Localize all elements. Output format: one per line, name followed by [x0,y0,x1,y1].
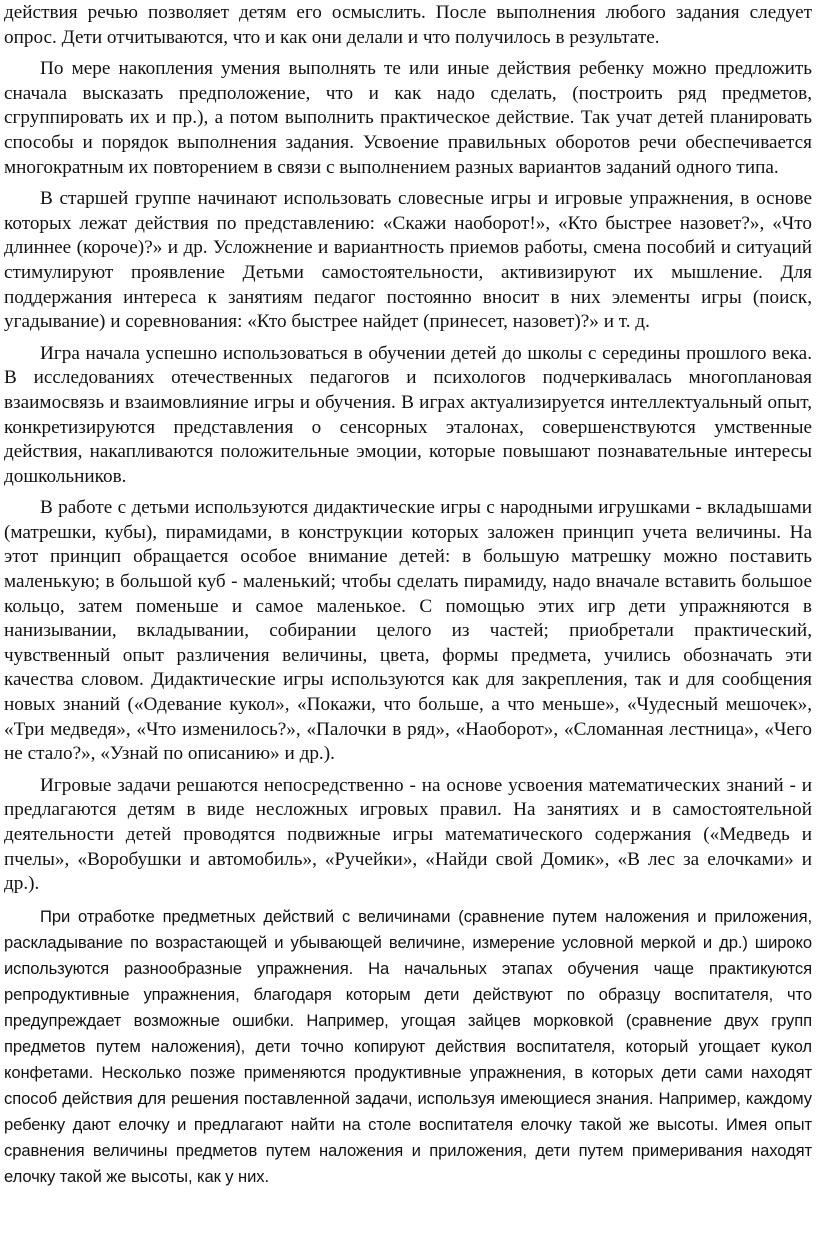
paragraph-didactic-games: В работе с детьми используются дидактические игры с народными игрушками - вкладышами (матрешки, кубы), пирамидами, в конструкции которых заложен принцип учета величины. На этот принцип обращается особое внимание детей: в большую матрешку можно поставить маленькую; в большой куб - маленький; чтобы сделать пирамиду, надо вначале вставить большое кольцо, затем поменьше и самое маленькое. С помощью этих игр дети упражняются в нанизывании, вкладывании, собирании целого из частей; приобретали практический, чувственный опыт различения величины, цвета, формы предмета, учились обозначать эти качества словом. Дидактические игры используются как для закрепления, так и для сообщения новых знаний («Одевание кукол», «Покажи, что больше, а что меньше», «Чудесный мешочек», «Три медведя», «Что изменилось?», «Палочки в ряд», «Наоборот», «Сломанная лестница», «Чего не стало?», «Узнай по описанию» и др.). [4,497,812,765]
paragraph-game-tasks: Игровые задачи решаются непосредственно - на основе усвоения математических знаний - и предлагаются детям в виде несложных игровых правил. На занятиях и в самостоятельной деятельности детей проводятся подвижные игры математического содержания («Медведь и пчелы», «Воробушки и автомобиль», «Ручейки», «Найди свой Домик», «В лес за елочками» и др.). [4,774,812,895]
serif-text-block [0,1,816,897]
paragraph-planning: По мере накопления умения выполнять те или иные действия ребенку можно предложить сначала высказать предположение, что и как надо сделать, (построить ряд предметов, сгруппировать их и пр.), а потом выполнить практическое действие. Так учат детей планировать способы и порядок выполнения задания. Усвоение правильных оборотов речи обеспечивается многократным их повторением в связи с выполнением разных вариантов заданий одного типа. [4,58,812,178]
paragraph-continuation: действия речью позволяет детям его осмыслить. После выполнения любого задания следует опрос. Дети отчитываются, что и как они делали и что получилось в результате. [4,2,812,48]
paragraph-senior-group: В старшей группе начинают использовать словесные игры и игровые упражнения, в основе которых лежат действия по представлению: «Скажи наоборот!», «Кто быстрее назовет?», «Что длиннее (короче)?» и др. Усложнение и вариантность приемов работы, смена пособий и ситуаций стимулируют проявление Детьми самостоятельности, активизируют их мышление. Для поддержания интереса к занятиям педагог постоянно вносит в них элементы игры (поиск, угадывание) и соревнования: «Кто быстрее найдет (принесет, назовет)?» и т. д. [4,188,812,333]
paragraph-game-history: Игра начала успешно использоваться в обучении детей до школы с середины прошлого века. В исследованиях отечественных педагогов и психологов подчеркивалась многоплановая взаимосвязь и взаимовлияние игры и обучения. В играх актуализируется интеллектуальный опыт, конкретизируются представления о сенсорных эталонах, совершенствуются умственные действия, накапливаются положительные эмоции, которые повышают познавательные интересы дошкольников. [4,342,812,487]
paragraph-exercises: При отработке предметных действий с величинами (сравнение путем наложения и приложения, раскладывание по возрастающей и убывающей величине, измерение условной меркой и др.) широко используются разнообразные упражнения. На начальных этапах обучения чаще практикуются репродуктивные упражнения, благодаря которым дети действуют по образцу воспитателя, что предупреждает возможные ошибки. Например, угощая зайцев морковкой (сравнение двух групп предметов путем наложения), дети точно копируют действия воспитателя, который угощает кукол конфетами. Несколько позже применяются продуктивные упражнения, в которых дети сами находят способ действия для решения поставленной задачи, используя имеющиеся знания. Например, каждому ребенку дают елочку и предлагают найти на столе воспитателя елочку такой же высоты. Имея опыт сравнения величины предметов путем наложения и приложения, дети путем примеривания находят елочку такой же высоты, как у них. [4,906,812,1186]
sans-text-block [0,904,816,1190]
